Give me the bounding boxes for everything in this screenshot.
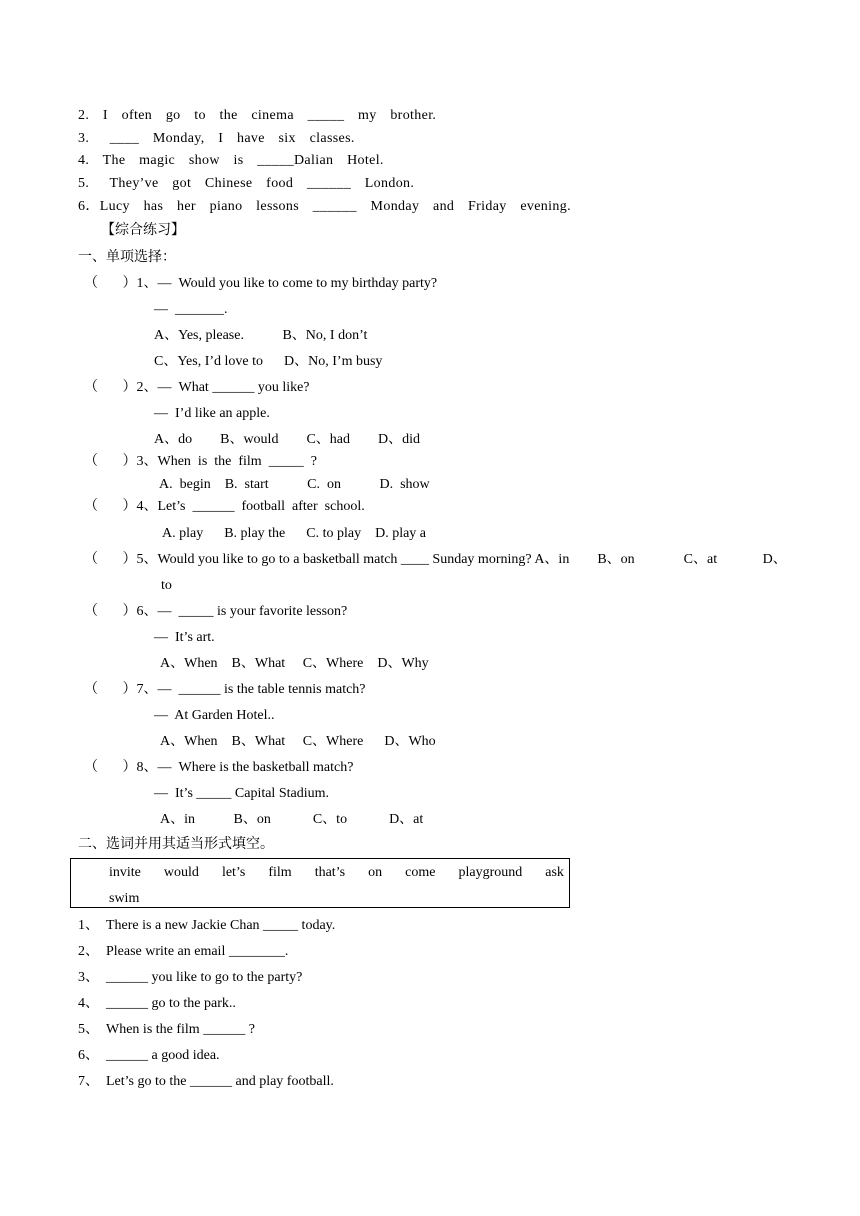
question-1-options-ab: A、Yes, please. B、No, I don’t — [154, 328, 368, 343]
question-2-answer-line: — I’d like an apple. — [154, 406, 270, 421]
fill-in-line-4: 4. The magic show is _____Dalian Hotel. — [78, 153, 384, 168]
fill-in-line-6: 6．Lucy has her piano lessons ______ Monday and Friday evening. — [78, 199, 571, 214]
word-bank-row — [109, 864, 564, 882]
word-bank-item: film — [268, 865, 292, 880]
fill-in-line-3: 3. ____ Monday, I have six classes. — [78, 131, 355, 146]
word-bank-item: that’s — [314, 865, 346, 880]
question-4: （ ）4、Let’s ______ football after school. — [84, 499, 365, 514]
section-heading: 【综合练习】 — [101, 223, 185, 238]
word-bank-item: let’s — [221, 865, 246, 880]
word-bank-box — [70, 858, 570, 908]
question-1: （ ）1、— Would you like to come to my birthday party? — [84, 276, 438, 291]
question-2-options: A、do B、would C、had D、did — [154, 432, 420, 447]
question-8-options: A、in B、on C、to D、at — [160, 812, 424, 827]
fill-blank-4: 4、 ______ go to the park.. — [78, 996, 236, 1011]
fill-blank-2: 2、 Please write an email ________. — [78, 944, 289, 959]
word-bank-item: ask — [545, 865, 564, 880]
question-1-options-cd: C、Yes, I’d love to D、No, I’m busy — [154, 354, 383, 369]
question-6-answer-line: — It’s art. — [154, 630, 215, 645]
question-5-wrap: to — [161, 578, 172, 593]
fill-blank-5: 5、 When is the film ______ ? — [78, 1022, 255, 1037]
question-7-answer-line: — At Garden Hotel.. — [154, 708, 275, 723]
question-1-answer-line: — _______. — [154, 302, 228, 317]
word-bank-item: playground — [458, 865, 523, 880]
word-bank-item: on — [368, 865, 383, 880]
question-8: （ ）8、— Where is the basketball match? — [84, 760, 354, 775]
word-bank-item: swim — [109, 891, 140, 906]
word-bank-item: come — [405, 865, 436, 880]
fill-blank-7: 7、 Let’s go to the ______ and play football. — [78, 1074, 334, 1089]
fill-in-line-5: 5. They’ve got Chinese food ______ London. — [78, 176, 415, 191]
question-6: （ ）6、— _____ is your favorite lesson? — [84, 604, 348, 619]
question-3: （ ）3、When is the film _____ ? — [84, 454, 317, 469]
question-3-options: A. begin B. start C. on D. show — [159, 477, 430, 492]
question-4-options: A. play B. play the C. to play D. play a — [162, 526, 427, 541]
fill-blank-6: 6、 ______ a good idea. — [78, 1048, 220, 1063]
question-7: （ ）7、— ______ is the table tennis match? — [84, 682, 366, 697]
question-2: （ ）2、— What ______ you like? — [84, 380, 310, 395]
part1-heading: 一、单项选择： — [78, 250, 176, 265]
word-bank-item: would — [163, 865, 199, 880]
question-6-options: A、When B、What C、Where D、Why — [160, 656, 429, 671]
part2-heading: 二、选词并用其适当形式填空。 — [78, 837, 274, 852]
question-5: （ ）5、Would you like to go to a basketball match ____ Sunday morning? A、in B、on C、at D、 — [84, 552, 787, 567]
fill-in-line-2: 2. I often go to the cinema _____ my brother. — [78, 108, 437, 123]
fill-blank-1: 1、 There is a new Jackie Chan _____ today. — [78, 918, 336, 933]
question-8-answer-line: — It’s _____ Capital Stadium. — [154, 786, 329, 801]
question-7-options: A、When B、What C、Where D、Who — [160, 734, 436, 749]
fill-blank-3: 3、 ______ you like to go to the party? — [78, 970, 303, 985]
word-bank-item: invite — [109, 865, 141, 880]
